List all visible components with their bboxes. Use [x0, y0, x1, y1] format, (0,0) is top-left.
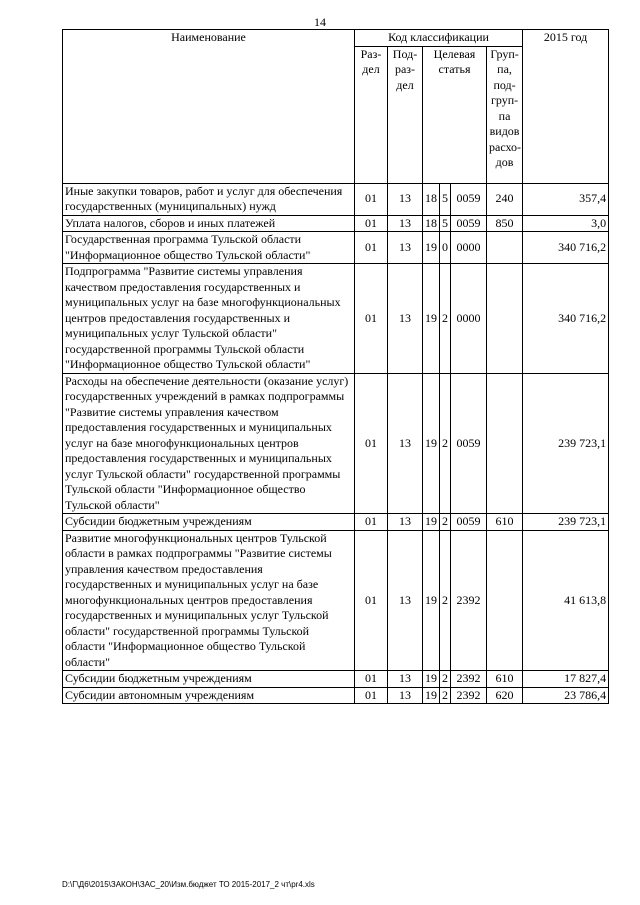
row-podrazdel: 13 — [388, 687, 423, 704]
page-number: 14 — [314, 15, 326, 29]
row-expense-type — [487, 264, 523, 374]
header-podrazdel: Под- раз- дел — [388, 46, 423, 183]
row-name: Развитие многофункциональных центров Тульской области в рамках подпрограммы "Развитие системы управления качеством предоставления государственных и муниципальных услуг на базе многофункциональных центров предоставления государственных и муниципальных услуг Тульской области" государственной программы Тульской области "Информационное общество Тульской области" — [63, 530, 355, 671]
row-amount: 41 613,8 — [523, 530, 609, 671]
row-podrazdel: 13 — [388, 215, 423, 232]
header-target-article: Целевая статья — [423, 46, 487, 183]
row-target-direction: 2392 — [451, 687, 487, 704]
row-razdel: 01 — [355, 232, 388, 264]
header-year: 2015 год — [523, 30, 609, 184]
row-amount: 17 827,4 — [523, 671, 609, 688]
row-razdel: 01 — [355, 530, 388, 671]
row-target-program: 19 — [423, 514, 440, 531]
row-target-subprogram: 5 — [440, 183, 451, 215]
row-target-subprogram: 2 — [440, 687, 451, 704]
row-target-program: 19 — [423, 373, 440, 514]
row-target-direction: 0000 — [451, 264, 487, 374]
row-target-direction: 0059 — [451, 514, 487, 531]
row-expense-type — [487, 373, 523, 514]
row-podrazdel: 13 — [388, 373, 423, 514]
row-target-subprogram: 2 — [440, 373, 451, 514]
row-podrazdel: 13 — [388, 232, 423, 264]
row-target-program: 19 — [423, 687, 440, 704]
row-target-subprogram: 2 — [440, 671, 451, 688]
row-expense-type: 850 — [487, 215, 523, 232]
row-target-program: 18 — [423, 183, 440, 215]
row-expense-type: 240 — [487, 183, 523, 215]
row-razdel: 01 — [355, 687, 388, 704]
row-target-program: 19 — [423, 264, 440, 374]
row-expense-type — [487, 530, 523, 671]
row-amount: 239 723,1 — [523, 373, 609, 514]
table-row — [63, 514, 609, 531]
row-name: Субсидии автономным учреждениям — [63, 687, 355, 704]
row-target-subprogram: 2 — [440, 530, 451, 671]
header-name: Наименование — [63, 30, 355, 184]
row-amount: 357,4 — [523, 183, 609, 215]
row-razdel: 01 — [355, 215, 388, 232]
table-row — [63, 232, 609, 264]
file-path-footer: D:\Г\Д6\2015\ЗАКОН\ЗАС_20\Изм.бюджет ТО 2015-2017_2 чт\pr4.xls — [62, 880, 315, 889]
table-row — [63, 183, 609, 215]
row-target-subprogram: 2 — [440, 514, 451, 531]
row-razdel: 01 — [355, 671, 388, 688]
row-target-program: 19 — [423, 232, 440, 264]
row-podrazdel: 13 — [388, 530, 423, 671]
row-amount: 340 716,2 — [523, 264, 609, 374]
row-razdel: 01 — [355, 183, 388, 215]
row-amount: 3,0 — [523, 215, 609, 232]
row-target-subprogram: 5 — [440, 215, 451, 232]
row-name: Субсидии бюджетным учреждениям — [63, 514, 355, 531]
row-expense-type — [487, 232, 523, 264]
row-podrazdel: 13 — [388, 671, 423, 688]
header-razdel: Раз- дел — [355, 46, 388, 183]
row-expense-type: 610 — [487, 514, 523, 531]
row-target-direction: 0000 — [451, 232, 487, 264]
row-target-program: 18 — [423, 215, 440, 232]
table-row — [63, 264, 609, 374]
row-target-program: 19 — [423, 671, 440, 688]
row-expense-type: 620 — [487, 687, 523, 704]
row-target-direction: 2392 — [451, 530, 487, 671]
row-razdel: 01 — [355, 264, 388, 374]
row-podrazdel: 13 — [388, 183, 423, 215]
row-target-direction: 0059 — [451, 373, 487, 514]
row-target-subprogram: 2 — [440, 264, 451, 374]
table-row — [63, 530, 609, 671]
row-target-direction: 0059 — [451, 183, 487, 215]
row-name: Субсидии бюджетным учреждениям — [63, 671, 355, 688]
row-podrazdel: 13 — [388, 264, 423, 374]
row-target-direction: 0059 — [451, 215, 487, 232]
row-name: Государственная программа Тульской области "Информационное общество Тульской области" — [63, 232, 355, 264]
table-row — [63, 215, 609, 232]
row-amount: 340 716,2 — [523, 232, 609, 264]
row-name: Иные закупки товаров, работ и услуг для обеспечения государственных (муниципальных) нужд — [63, 183, 355, 215]
row-amount: 239 723,1 — [523, 514, 609, 531]
row-target-program: 19 — [423, 530, 440, 671]
budget-table — [62, 29, 609, 704]
row-name: Уплата налогов, сборов и иных платежей — [63, 215, 355, 232]
row-razdel: 01 — [355, 514, 388, 531]
header-expense-group: Груп- па, под- груп- па видов расхо- дов — [487, 46, 523, 183]
row-podrazdel: 13 — [388, 514, 423, 531]
row-target-direction: 2392 — [451, 671, 487, 688]
table-row — [63, 671, 609, 688]
row-name: Расходы на обеспечение деятельности (оказание услуг) государственных учреждений в рамках подпрограммы "Развитие системы управления качеством предоставления государственных и муниципальных услуг на базе многофункциональных центров предоставления государственных и муниципальных услуг Тульской области" государственной программы Тульской области "Информационное общество Тульской области" — [63, 373, 355, 514]
row-name: Подпрограмма "Развитие системы управления качеством предоставления государственных и муниципальных услуг на базе многофункциональных центров предоставления государственных и муниципальных услуг Тульской области" государственной программы Тульской области "Информационное общество Тульской области" — [63, 264, 355, 374]
row-amount: 23 786,4 — [523, 687, 609, 704]
row-expense-type: 610 — [487, 671, 523, 688]
table-row — [63, 687, 609, 704]
row-razdel: 01 — [355, 373, 388, 514]
table-row — [63, 373, 609, 514]
header-classification: Код классификации — [355, 30, 523, 47]
row-target-subprogram: 0 — [440, 232, 451, 264]
